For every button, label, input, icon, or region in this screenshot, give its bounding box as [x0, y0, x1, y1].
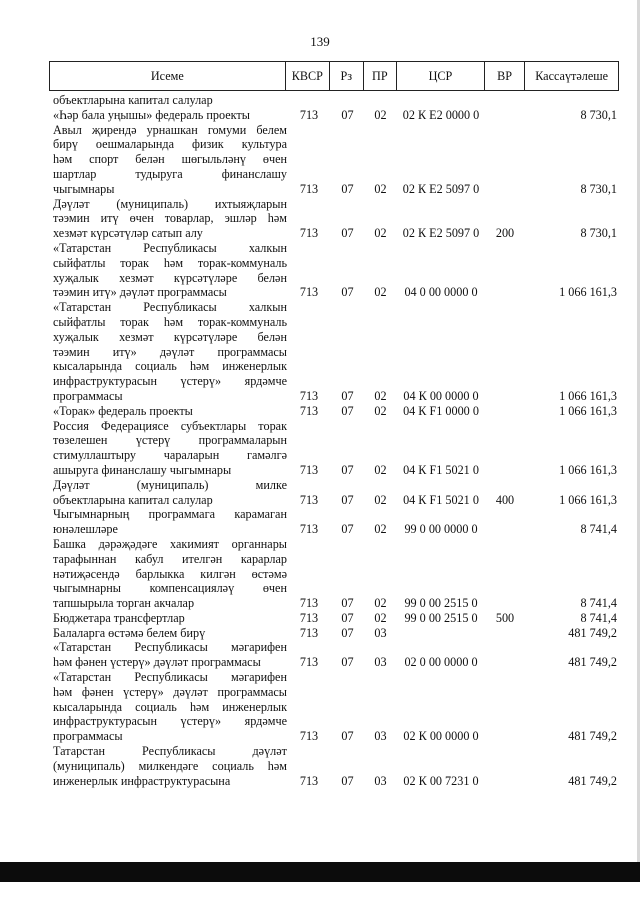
row-name	[49, 611, 287, 626]
row-rz: 07	[341, 403, 354, 418]
row-name-line: Дәүләт (муниципаль) милке	[53, 477, 287, 492]
row-csr: 04 0 00 0000 0	[404, 285, 478, 300]
row-sum: 481 749,2	[568, 625, 617, 640]
header-name: Исеме	[150, 69, 184, 83]
row-rz: 07	[341, 625, 354, 640]
row-sum: 1 066 161,3	[559, 388, 617, 403]
header-kvsr: КВСР	[285, 62, 329, 90]
row-name-line: тапшырыла торган акчалар	[53, 596, 195, 611]
table-header	[49, 61, 619, 91]
row-csr: 02 К Е2 5097 0	[402, 181, 480, 196]
table-row	[49, 241, 619, 300]
row-csr: 02 К Е2 0000 0	[402, 107, 480, 122]
header-sum-line1: Касса	[535, 69, 565, 83]
table-row	[49, 507, 619, 537]
row-rz: 07	[341, 181, 354, 196]
row-name-line: «Һәр бала уңышы» федераль проекты	[53, 107, 250, 122]
table-row	[49, 108, 619, 123]
row-kvsr: 713	[299, 492, 319, 507]
row-kvsr: 713	[299, 285, 319, 300]
row-name-line: хуҗалык хезмәт күрсәтүләре белән	[53, 270, 287, 285]
row-sum: 8 730,1	[580, 107, 617, 122]
row-name-line: хезмәт күрсәтүләр сатып алу	[53, 226, 203, 241]
row-name	[49, 478, 287, 508]
row-name-line: тәэмин итү өчен товарлар, эшләр һәм	[53, 211, 287, 226]
row-name-line: «Татарстан Республикасы халкын	[53, 300, 287, 315]
row-sum: 1 066 161,3	[559, 462, 617, 477]
row-csr: 02 К 00 7231 0	[403, 773, 479, 788]
row-name-line: Чыгымнарның программага карамаган	[53, 507, 287, 522]
row-rz: 07	[341, 610, 354, 625]
row-name-line: инфраструктурасын үстерү» ярдәмче	[53, 374, 287, 389]
table-row	[49, 300, 619, 404]
row-pr: 02	[374, 522, 387, 537]
row-pr: 02	[374, 403, 387, 418]
table-row	[49, 670, 619, 744]
row-name-line: бирү оешмаларында физик культура	[53, 137, 287, 152]
row-pr: 02	[374, 285, 387, 300]
row-kvsr: 713	[299, 773, 319, 788]
row-name-line: шартлар тудыруга финанслашу	[53, 166, 287, 181]
row-name	[49, 537, 287, 611]
row-pr: 03	[374, 773, 387, 788]
row-name-line: «Татарстан Республикасы мәгарифен	[53, 640, 287, 655]
row-name-line: сыйфатлы торак һәм торак-коммуналь	[53, 255, 287, 270]
row-name	[49, 108, 287, 123]
row-rz: 07	[341, 388, 354, 403]
row-kvsr: 713	[299, 625, 319, 640]
row-name-line: һәм фәнен үстерү» дәүләт программасы	[53, 655, 261, 670]
row-pr: 03	[374, 625, 387, 640]
row-name-line: тәэмин итү» дәүләт программасы	[53, 344, 287, 359]
row-kvsr: 713	[299, 522, 319, 537]
table-row	[49, 640, 619, 670]
row-pr: 02	[374, 610, 387, 625]
row-name-line: Бюджетара трансфертлар	[53, 610, 185, 625]
header-sum	[524, 62, 618, 90]
row-csr: 04 К F1 0000 0	[403, 403, 479, 418]
row-name-line: тарафыннан кабул ителгән карарлар	[53, 551, 287, 566]
row-pr: 02	[374, 388, 387, 403]
row-name	[49, 419, 287, 478]
row-name	[49, 404, 287, 419]
row-kvsr: 713	[299, 610, 319, 625]
row-kvsr: 713	[299, 181, 319, 196]
row-csr: 99 0 00 0000 0	[404, 522, 478, 537]
row-sum: 481 749,2	[568, 773, 617, 788]
row-kvsr: 713	[299, 403, 319, 418]
row-name-line: тәэмин итү» дәүләт программасы	[53, 285, 227, 300]
row-sum: 1 066 161,3	[559, 285, 617, 300]
row-name-line: Авыл җирендә урнашкан гомуми белем	[53, 122, 287, 137]
row-name-line: нәтиҗәсендә барлыкка килгән өстәмә	[53, 566, 287, 581]
table-row	[49, 626, 619, 641]
table-row	[49, 537, 619, 611]
row-sum: 8 741,4	[580, 610, 617, 625]
row-csr: 04 К F1 5021 0	[403, 492, 479, 507]
row-csr: 04 К F1 5021 0	[403, 462, 479, 477]
row-name	[49, 744, 287, 788]
row-name-line: программасы	[53, 388, 123, 403]
row-rz: 07	[341, 492, 354, 507]
row-sum: 1 066 161,3	[559, 403, 617, 418]
row-kvsr: 713	[299, 729, 319, 744]
row-name	[49, 123, 287, 197]
row-name-line: сыйфатлы торак һәм торак-коммуналь	[53, 314, 287, 329]
row-csr: 02 0 00 0000 0	[404, 655, 478, 670]
row-name-line: (муниципаль) милкендәге социаль һәм	[53, 758, 287, 773]
table-row	[49, 744, 619, 788]
row-kvsr: 713	[299, 226, 319, 241]
row-kvsr: 713	[299, 596, 319, 611]
row-name-line: һәм спорт белән шөгыльләнү өчен	[53, 152, 287, 167]
row-name	[49, 626, 287, 641]
row-name	[49, 93, 287, 108]
header-csr: ЦСР	[396, 62, 484, 90]
table-row	[49, 123, 619, 197]
table-row	[49, 197, 619, 241]
row-rz: 07	[341, 729, 354, 744]
row-name-line: кысаларында социаль һәм инженерлык	[53, 699, 287, 714]
row-name-line: төзелешен үстерү программаларын	[53, 433, 287, 448]
row-name	[49, 670, 287, 744]
row-sum: 1 066 161,3	[559, 492, 617, 507]
row-name-line: чыгымнары	[53, 181, 115, 196]
row-csr: 99 0 00 2515 0	[404, 596, 478, 611]
scan-bottom-band	[0, 862, 640, 882]
row-name-line: чыгымнарны компенсацияләү өчен	[53, 581, 287, 596]
row-rz: 07	[341, 773, 354, 788]
row-name-line: «Татарстан Республикасы мәгарифен	[53, 670, 287, 685]
row-kvsr: 713	[299, 107, 319, 122]
row-sum: 8 741,4	[580, 596, 617, 611]
row-sum: 8 730,1	[580, 226, 617, 241]
row-pr: 02	[374, 462, 387, 477]
row-name-line: кысаларында социаль һәм инженерлык	[53, 359, 287, 374]
row-name-line: инженерлык инфраструктурасына	[53, 773, 231, 788]
row-name-line: «Торак» федераль проекты	[53, 403, 193, 418]
row-name-line: Татарстан Республикасы дәүләт	[53, 744, 287, 759]
row-kvsr: 713	[299, 655, 319, 670]
row-name-line: ашыруга финанслашу чыгымнары	[53, 462, 232, 477]
table-row	[49, 478, 619, 508]
row-name-line: Башка дәрәҗәдәге хакимият органнары	[53, 536, 287, 551]
table-row	[49, 93, 619, 108]
header-sum-line2: үтәлеше	[564, 69, 609, 83]
table-body	[49, 93, 619, 788]
row-csr: 99 0 00 2515 0	[404, 610, 478, 625]
row-pr: 02	[374, 492, 387, 507]
row-name-line: объектларына капитал салулар	[53, 492, 213, 507]
row-vr: 400	[495, 492, 515, 507]
row-name-line: программасы	[53, 729, 123, 744]
row-name-line: инфраструктурасын үстерү» ярдәмче	[53, 714, 287, 729]
row-name-line: стимуллаштыру чараларын гамәлгә	[53, 448, 287, 463]
row-name	[49, 640, 287, 670]
row-csr: 02 К 00 0000 0	[403, 729, 479, 744]
row-rz: 07	[341, 285, 354, 300]
row-csr: 02 К Е2 5097 0	[402, 226, 480, 241]
row-vr: 200	[495, 226, 515, 241]
header-vr: ВР	[484, 62, 524, 90]
row-pr: 02	[374, 181, 387, 196]
table-row	[49, 404, 619, 419]
row-name	[49, 241, 287, 300]
row-name-line: хуҗалык хезмәт күрсәтүләре белән	[53, 329, 287, 344]
row-name-line: һәм фәнен үстерү» дәүләт программасы	[53, 684, 287, 699]
row-rz: 07	[341, 655, 354, 670]
row-pr: 02	[374, 107, 387, 122]
row-sum: 481 749,2	[568, 729, 617, 744]
table-row	[49, 419, 619, 478]
row-sum: 481 749,2	[568, 655, 617, 670]
row-pr: 03	[374, 729, 387, 744]
row-name-line: юнәлешләре	[53, 522, 118, 537]
row-name-line: Россия Федерациясе субъектлары торак	[53, 418, 287, 433]
row-pr: 02	[374, 226, 387, 241]
page-number: 139	[310, 34, 330, 49]
row-name	[49, 197, 287, 241]
table-row	[49, 611, 619, 626]
row-vr: 500	[495, 610, 515, 625]
row-rz: 07	[341, 596, 354, 611]
row-kvsr: 713	[299, 462, 319, 477]
row-pr: 02	[374, 596, 387, 611]
row-rz: 07	[341, 226, 354, 241]
row-kvsr: 713	[299, 388, 319, 403]
row-rz: 07	[341, 462, 354, 477]
header-rz: Рз	[329, 62, 363, 90]
row-name-line: Балаларга өстәмә белем бирү	[53, 625, 206, 640]
row-rz: 07	[341, 107, 354, 122]
row-name	[49, 507, 287, 537]
row-name-line: объектларына капитал салулар	[53, 93, 213, 107]
row-sum: 8 730,1	[580, 181, 617, 196]
row-pr: 03	[374, 655, 387, 670]
row-name	[49, 300, 287, 404]
row-csr: 04 К 00 0000 0	[403, 388, 479, 403]
row-sum: 8 741,4	[580, 522, 617, 537]
row-name-line: Дәүләт (муниципаль) ихтыяҗларын	[53, 196, 287, 211]
row-name-line: «Татарстан Республикасы халкын	[53, 240, 287, 255]
row-rz: 07	[341, 522, 354, 537]
budget-table	[49, 61, 619, 788]
header-pr: ПР	[363, 62, 397, 90]
